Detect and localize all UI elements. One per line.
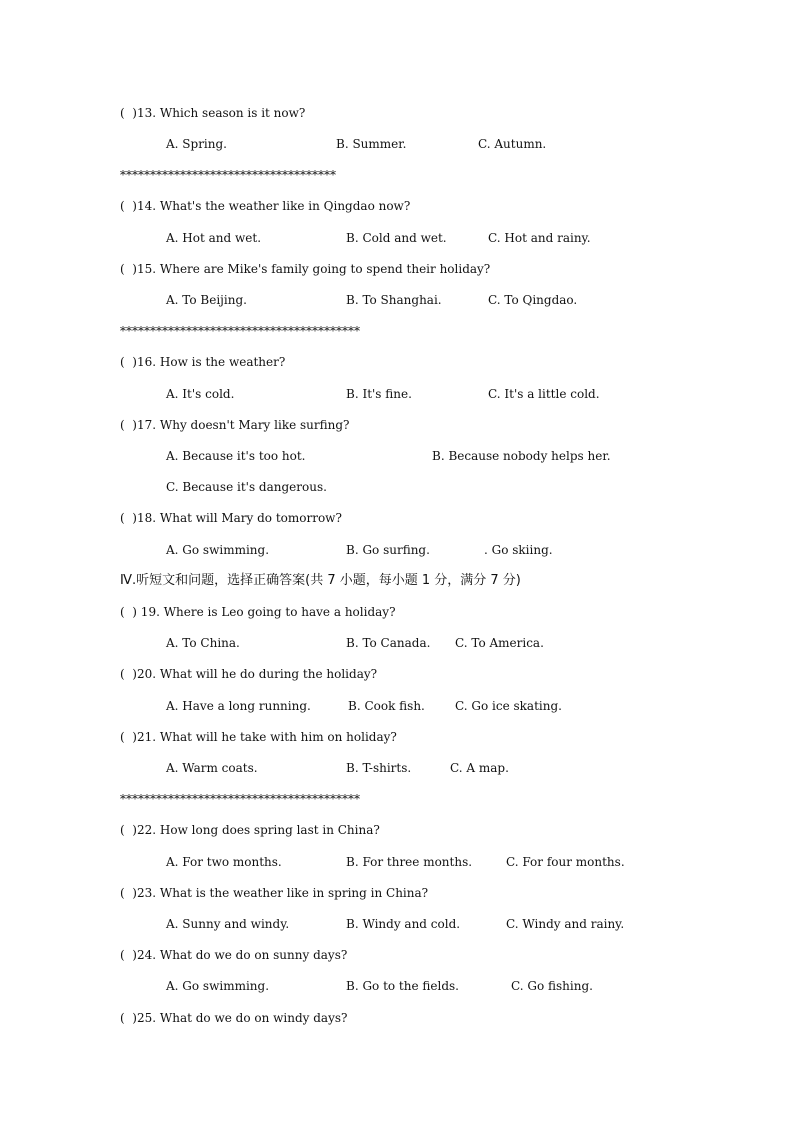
option-c: C. A map. xyxy=(450,761,509,775)
question-18-options xyxy=(0,540,794,560)
question-16 xyxy=(0,352,794,372)
option-c: C. To Qingdao. xyxy=(488,293,578,307)
option-a: A. It's cold. xyxy=(166,387,235,401)
question-24 xyxy=(0,945,794,965)
question-14 xyxy=(0,196,794,216)
option-a: A. Because it's too hot. xyxy=(166,449,306,463)
question-stem: ( )25. What do we do on windy days? xyxy=(120,1011,348,1025)
separator-stars: ************************************ xyxy=(120,168,336,182)
question-14-options xyxy=(0,228,794,248)
question-18 xyxy=(0,508,794,528)
question-stem: ( )15. Where are Mike's family going to spend their holiday? xyxy=(120,262,491,276)
question-22-options xyxy=(0,852,794,872)
question-17-options xyxy=(0,446,794,466)
option-c: C. Windy and rainy. xyxy=(506,917,625,931)
option-a: A. Have a long running. xyxy=(166,699,311,713)
option-b: B. For three months. xyxy=(346,855,473,869)
option-a: A. Sunny and windy. xyxy=(166,917,290,931)
question-19 xyxy=(0,602,794,622)
question-24-options xyxy=(0,976,794,996)
question-21-options xyxy=(0,758,794,778)
option-b: B. T-shirts. xyxy=(346,761,412,775)
option-c: . Go skiing. xyxy=(484,543,553,557)
question-23 xyxy=(0,883,794,903)
option-c: C. It's a little cold. xyxy=(488,387,600,401)
option-b: B. Summer. xyxy=(336,137,407,151)
question-stem: ( )21. What will he take with him on holiday? xyxy=(120,730,397,744)
question-17-options-2 xyxy=(0,477,794,497)
option-c: C. For four months. xyxy=(506,855,625,869)
option-c: C. Because it's dangerous. xyxy=(166,480,327,494)
question-stem: ( )17. Why doesn't Mary like surfing? xyxy=(120,418,350,432)
option-a: A. To Beijing. xyxy=(166,293,247,307)
option-b: B. To Canada. xyxy=(346,636,431,650)
section-4-title: Ⅳ.听短文和问题，选择正确答案(共 7 小题，每小题 1 分，满分 7 分) xyxy=(120,573,521,588)
option-a: A. For two months. xyxy=(166,855,282,869)
question-16-options xyxy=(0,384,794,404)
question-stem: ( )20. What will he do during the holiday? xyxy=(120,667,378,681)
question-13 xyxy=(0,103,794,123)
option-b: B. To Shanghai. xyxy=(346,293,442,307)
question-stem: ( )13. Which season is it now? xyxy=(120,106,306,120)
separator xyxy=(0,321,794,341)
option-a: A. Warm coats. xyxy=(166,761,258,775)
separator xyxy=(0,165,794,185)
question-20-options xyxy=(0,696,794,716)
question-stem: ( )22. How long does spring last in China? xyxy=(120,823,380,837)
question-17 xyxy=(0,415,794,435)
option-c: C. Go ice skating. xyxy=(455,699,562,713)
section-heading xyxy=(0,571,794,591)
question-22 xyxy=(0,820,794,840)
option-b: B. Go to the fields. xyxy=(346,979,459,993)
option-b: B. Go surfing. xyxy=(346,543,430,557)
question-23-options xyxy=(0,914,794,934)
question-19-options xyxy=(0,633,794,653)
option-a: A. Hot and wet. xyxy=(166,231,262,245)
separator-stars: **************************************** xyxy=(120,324,360,338)
option-b: B. Windy and cold. xyxy=(346,917,461,931)
question-20 xyxy=(0,664,794,684)
question-stem: ( )24. What do we do on sunny days? xyxy=(120,948,348,962)
option-c: C. Hot and rainy. xyxy=(488,231,591,245)
separator xyxy=(0,789,794,809)
question-13-options xyxy=(0,134,794,154)
question-stem: ( )23. What is the weather like in spring in China? xyxy=(120,886,429,900)
option-a: A. Go swimming. xyxy=(166,543,270,557)
question-stem: ( )16. How is the weather? xyxy=(120,355,286,369)
question-stem: ( )14. What's the weather like in Qingdao now? xyxy=(120,199,411,213)
question-stem: ( )18. What will Mary do tomorrow? xyxy=(120,511,342,525)
option-a: A. Spring. xyxy=(166,137,227,151)
option-b: B. Because nobody helps her. xyxy=(432,449,611,463)
option-b: B. Cook fish. xyxy=(348,699,425,713)
question-stem: ( ) 19. Where is Leo going to have a holiday? xyxy=(120,605,396,619)
separator-stars: **************************************** xyxy=(120,792,360,806)
option-b: B. Cold and wet. xyxy=(346,231,447,245)
option-a: A. To China. xyxy=(166,636,240,650)
question-21 xyxy=(0,727,794,747)
option-c: C. Go fishing. xyxy=(511,979,593,993)
question-15-options xyxy=(0,290,794,310)
option-b: B. It's fine. xyxy=(346,387,412,401)
question-15 xyxy=(0,259,794,279)
option-a: A. Go swimming. xyxy=(166,979,270,993)
question-25 xyxy=(0,1008,794,1028)
option-c: C. To America. xyxy=(455,636,544,650)
option-c: C. Autumn. xyxy=(478,137,547,151)
